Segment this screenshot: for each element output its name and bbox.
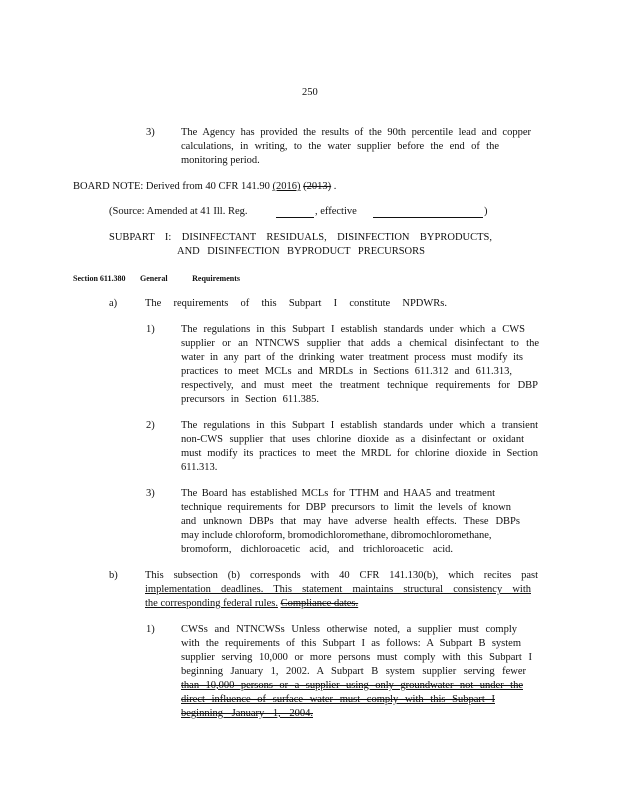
item-label: b) <box>109 570 118 581</box>
paragraph-line: The Agency has provided the results of the 90th percentile lead and copper <box>181 127 531 138</box>
register-volume-blank <box>276 217 314 218</box>
source-prefix: (Source: Amended at 41 Ill. Reg. <box>109 206 248 217</box>
paragraph-line: beginning January 1, 2002. A Subpart B system supplier serving fewer <box>181 666 526 677</box>
paragraph-line: The Board has established MCLs for TTHM and HAA5 and treatment <box>181 488 495 499</box>
paragraph-line: monitoring period. <box>181 155 260 166</box>
board-note-old-year: (2013) <box>303 181 332 192</box>
section-label: Section 611.380 <box>73 274 126 283</box>
paragraph-line: bromoform, dichloroacetic acid, and trichloroacetic acid. <box>181 544 453 555</box>
paragraph-line: CWSs and NTNCWSs Unless otherwise noted, a supplier must comply <box>181 624 517 635</box>
inserted-text: the corresponding federal rules. <box>145 598 278 609</box>
item-label: 3) <box>146 127 155 138</box>
board-note <box>73 180 336 194</box>
paragraph-line: The regulations in this Subpart I establish standards under which a CWS <box>181 324 525 335</box>
source-suffix: ) <box>484 206 488 217</box>
paragraph-line: The regulations in this Subpart I establish standards under which a transient <box>181 420 538 431</box>
source-note <box>109 205 248 219</box>
board-note-text: BOARD NOTE: Derived from 40 CFR 141.90 <box>73 181 270 192</box>
paragraph-line: respectively, and must meet the treatment technique requirements for DBP <box>181 380 538 391</box>
item-label: 3) <box>146 488 155 499</box>
paragraph-line: with the requirements of this Subpart I as follows: A Subpart B system <box>181 638 521 649</box>
source-middle: , effective <box>315 206 357 217</box>
item-label: 1) <box>146 324 155 335</box>
paragraph-line: supplier serving 10,000 or more persons must comply with this Subpart I <box>181 652 532 663</box>
paragraph-line: and unknown DBPs that may have adverse health effects. These DBPs <box>181 516 520 527</box>
section-title: General Requirements <box>140 274 240 283</box>
item-label: 2) <box>146 420 155 431</box>
paragraph-line: non-CWS supplier that uses chlorine dioxide as a disinfectant or oxidant <box>181 434 524 445</box>
board-note-suffix: . <box>333 181 337 192</box>
paragraph-line: practices to meet MCLs and MRDLs in Sections 611.312 and 611.313, <box>181 366 512 377</box>
paragraph-line: water in any part of the drinking water treatment process must modify its <box>181 352 523 363</box>
deleted-line: beginning January 1, 2004. <box>181 708 313 719</box>
paragraph-line-mixed <box>145 597 385 611</box>
inserted-line: implementation deadlines. This statement maintains structural consistency with <box>145 584 531 595</box>
paragraph-line: must modify its practices to meet the MRDL for chlorine dioxide in Section <box>181 448 538 459</box>
item-label: 1) <box>146 624 155 635</box>
page-number: 250 <box>302 87 318 98</box>
paragraph-line: 611.313. <box>181 462 218 473</box>
effective-date-blank <box>373 217 483 218</box>
paragraph-line: The requirements of this Subpart I constitute NPDWRs. <box>145 298 447 309</box>
subpart-heading-line1: SUBPART I: DISINFECTANT RESIDUALS, DISINFECTION BYPRODUCTS, <box>109 232 492 243</box>
paragraph-line: may include chloroform, bromodichloromethane, dibromochloromethane, <box>181 530 492 541</box>
deleted-text: Compliance dates. <box>280 598 359 609</box>
paragraph-line: precursors in Section 611.385. <box>181 394 319 405</box>
board-note-new-year: (2016) <box>272 181 301 192</box>
deleted-line: direct influence of surface water must comply with this Subpart I <box>181 694 495 705</box>
paragraph-line: supplier or an NTNCWS supplier that adds a chemical disinfectant to the <box>181 338 539 349</box>
paragraph-line: This subsection (b) corresponds with 40 CFR 141.130(b), which recites past <box>145 570 538 581</box>
item-label: a) <box>109 298 118 309</box>
subpart-heading-line2: AND DISINFECTION BYPRODUCT PRECURSORS <box>177 246 425 257</box>
paragraph-line: technique requirements for DBP precursors to limit the levels of known <box>181 502 511 513</box>
paragraph-line: calculations, in writing, to the water supplier before the end of the <box>181 141 499 152</box>
deleted-line: than 10,000 persons or a supplier using only groundwater not under the <box>181 680 523 691</box>
